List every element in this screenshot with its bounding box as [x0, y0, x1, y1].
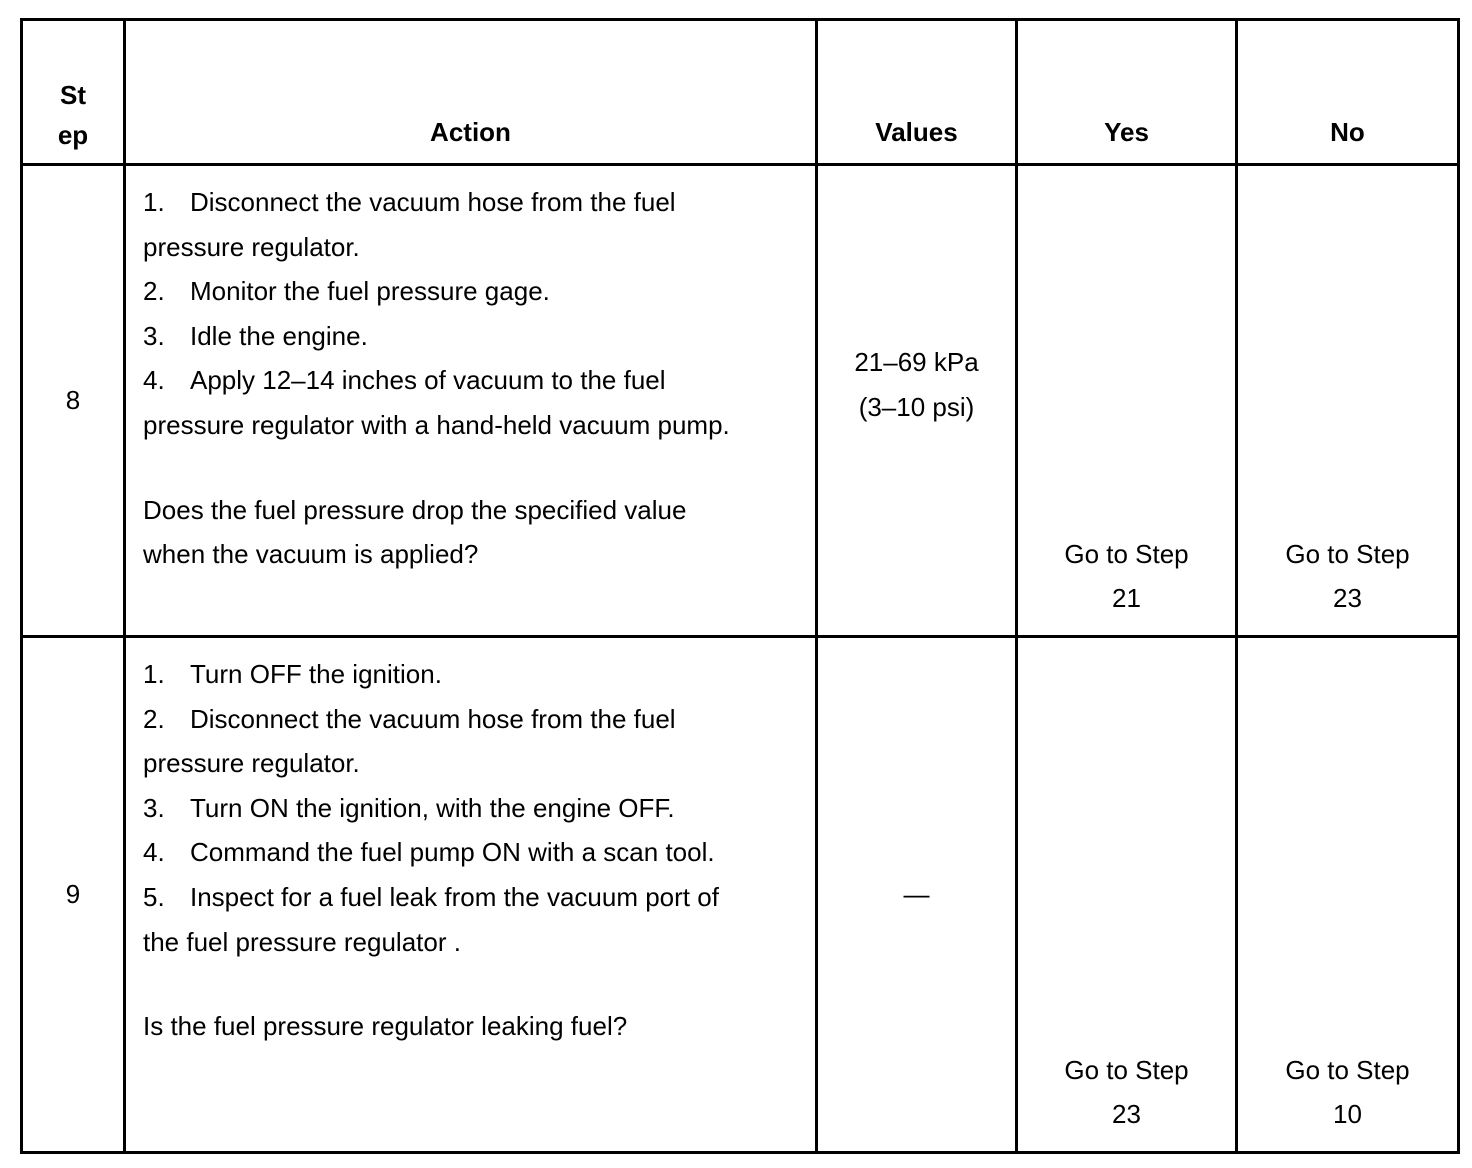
- yes-cell: [1017, 637, 1237, 1153]
- question-text: Does the fuel pressure drop the specified value when the vacuum is applied?: [143, 494, 687, 570]
- action-number: 4.: [143, 365, 165, 396]
- action-text: Idle the engine.: [190, 320, 368, 351]
- step-number: 9: [22, 637, 125, 1153]
- action-item: [143, 314, 755, 359]
- table-row: [22, 637, 1459, 1153]
- table-header-row: [22, 20, 1459, 165]
- no-cell: [1237, 637, 1459, 1153]
- action-item: [143, 652, 755, 697]
- header-values: Values: [817, 20, 1017, 165]
- action-item: [143, 875, 755, 964]
- action-item: [143, 180, 755, 269]
- action-text: Apply 12–14 inches of vacuum to the fuel pressure regulator with a hand-held vacuum pump.: [143, 365, 730, 440]
- action-number: 3.: [143, 320, 165, 351]
- action-text: Command the fuel pump ON with a scan tool.: [190, 837, 715, 868]
- values-cell: [817, 637, 1017, 1153]
- action-item: [143, 269, 755, 314]
- yes-goto-label: Go to Step: [1064, 538, 1189, 569]
- header-step: [22, 20, 125, 165]
- value-dash: —: [903, 879, 930, 910]
- action-text: Disconnect the vacuum hose from the fuel pressure regulator.: [143, 703, 676, 779]
- diagnostic-table: [20, 18, 1460, 1154]
- yes-goto-step: 21: [1112, 583, 1141, 614]
- step-number: 8: [22, 165, 125, 637]
- question-text: Is the fuel pressure regulator leaking fuel?: [143, 1011, 628, 1042]
- action-number: 3.: [143, 792, 165, 823]
- yes-goto-step: 23: [1112, 1099, 1141, 1130]
- no-cell: [1237, 165, 1459, 637]
- action-text: Turn ON the ignition, with the engine OFF.: [190, 792, 675, 823]
- action-item: [143, 697, 755, 786]
- action-number: 1.: [143, 659, 165, 689]
- value-psi: (3–10 psi): [858, 391, 975, 422]
- action-list: [143, 180, 755, 448]
- no-goto-step: 23: [1333, 583, 1362, 614]
- table-row: [22, 165, 1459, 637]
- header-action: Action: [125, 20, 817, 165]
- no-goto-step: 10: [1333, 1099, 1362, 1130]
- action-cell: [125, 165, 817, 637]
- value-kpa: 21–69 kPa: [854, 346, 979, 377]
- action-text: Monitor the fuel pressure gage.: [190, 276, 550, 307]
- action-number: 2.: [143, 703, 165, 734]
- action-item: [143, 358, 755, 447]
- action-list: [143, 652, 755, 964]
- action-text: Turn OFF the ignition.: [190, 659, 442, 689]
- values-cell: [817, 165, 1017, 637]
- action-number: 1.: [143, 187, 165, 217]
- header-step-label: Step: [57, 80, 89, 150]
- action-cell: [125, 637, 817, 1153]
- action-number: 4.: [143, 837, 165, 868]
- header-yes: Yes: [1017, 20, 1237, 165]
- action-item: [143, 830, 755, 875]
- no-goto-label: Go to Step: [1285, 538, 1410, 569]
- yes-cell: [1017, 165, 1237, 637]
- no-goto-label: Go to Step: [1285, 1054, 1410, 1085]
- action-number: 2.: [143, 276, 165, 307]
- action-number: 5.: [143, 881, 165, 912]
- header-no: No: [1237, 20, 1459, 165]
- action-item: [143, 786, 755, 831]
- action-text: Disconnect the vacuum hose from the fuel pressure regulator.: [143, 187, 676, 262]
- action-text: Inspect for a fuel leak from the vacuum port of the fuel pressure regulator .: [143, 881, 719, 957]
- yes-goto-label: Go to Step: [1064, 1054, 1189, 1085]
